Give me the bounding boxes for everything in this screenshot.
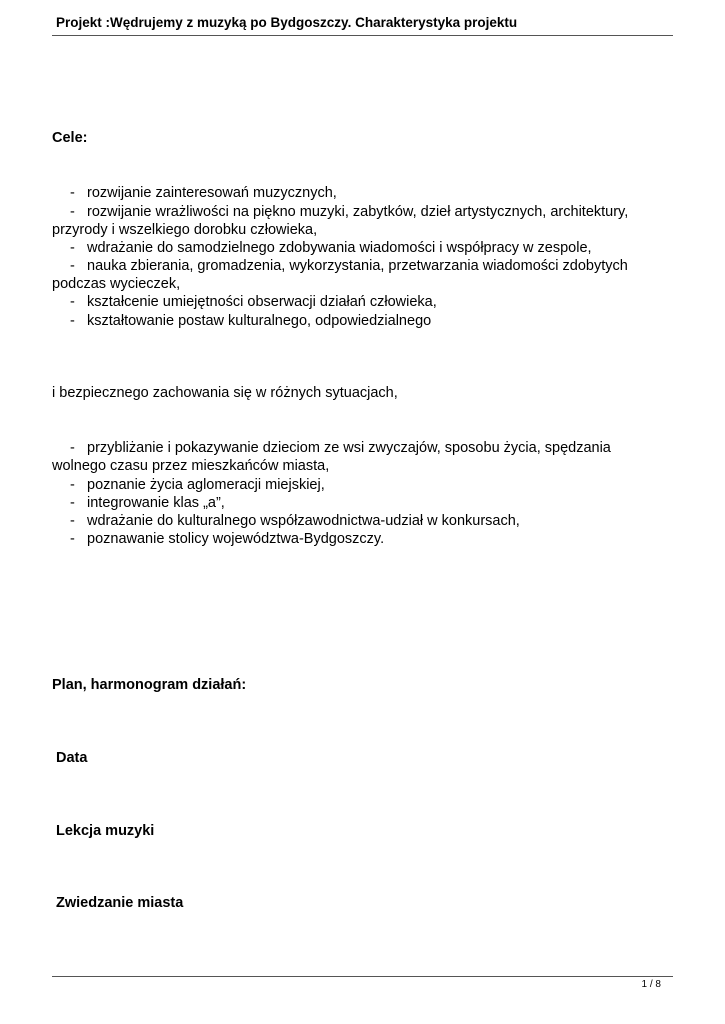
list-item: - kształcenie umiejętności obserwacji działań człowieka, xyxy=(70,294,437,310)
header-title: Projekt :Wędrujemy z muzyką po Bydgoszczy. Charakterystyka projektu xyxy=(56,15,518,30)
list-item-continuation: wolnego czasu przez mieszkańców miasta, xyxy=(52,458,330,474)
list-item: - poznanie życia aglomeracji miejskiej, xyxy=(70,477,325,493)
list-item: - wdrażanie do kulturalnego współzawodnictwa-udział w konkursach, xyxy=(70,513,520,529)
list-item: - nauka zbierania, gromadzenia, wykorzystania, przetwarzania wiadomości zdobytych xyxy=(70,258,628,274)
list-item: - kształtowanie postaw kulturalnego, odpowiedzialnego xyxy=(70,313,432,329)
paragraph: i bezpiecznego zachowania się w różnych sytuacjach, xyxy=(52,385,398,401)
list-item-continuation: przyrody i wszelkiego dorobku człowieka, xyxy=(52,222,318,238)
page-footer xyxy=(52,976,673,990)
page-number: 1 / 8 xyxy=(641,979,661,990)
list-item: - rozwijanie wrażliwości na piękno muzyki, zabytków, dzieł artystycznych, architektury, xyxy=(70,204,629,220)
page-header xyxy=(52,14,673,36)
table-header-date: Data xyxy=(56,750,88,766)
list-item: - integrowanie klas „a”, xyxy=(70,495,225,511)
plan-heading: Plan, harmonogram działań: xyxy=(52,677,247,693)
list-item: - poznawanie stolicy województwa-Bydgoszczy. xyxy=(70,531,385,547)
table-header-city-tour: Zwiedzanie miasta xyxy=(56,895,184,911)
goals-heading: Cele: xyxy=(52,130,88,146)
list-item-continuation: podczas wycieczek, xyxy=(52,276,181,292)
list-item: - wdrażanie do samodzielnego zdobywania wiadomości i współpracy w zespole, xyxy=(70,240,592,256)
list-item: - rozwijanie zainteresowań muzycznych, xyxy=(70,185,337,201)
table-header-music-lesson: Lekcja muzyki xyxy=(56,823,155,839)
list-item: - przybliżanie i pokazywanie dzieciom ze wsi zwyczajów, sposobu życia, spędzania xyxy=(70,440,611,456)
